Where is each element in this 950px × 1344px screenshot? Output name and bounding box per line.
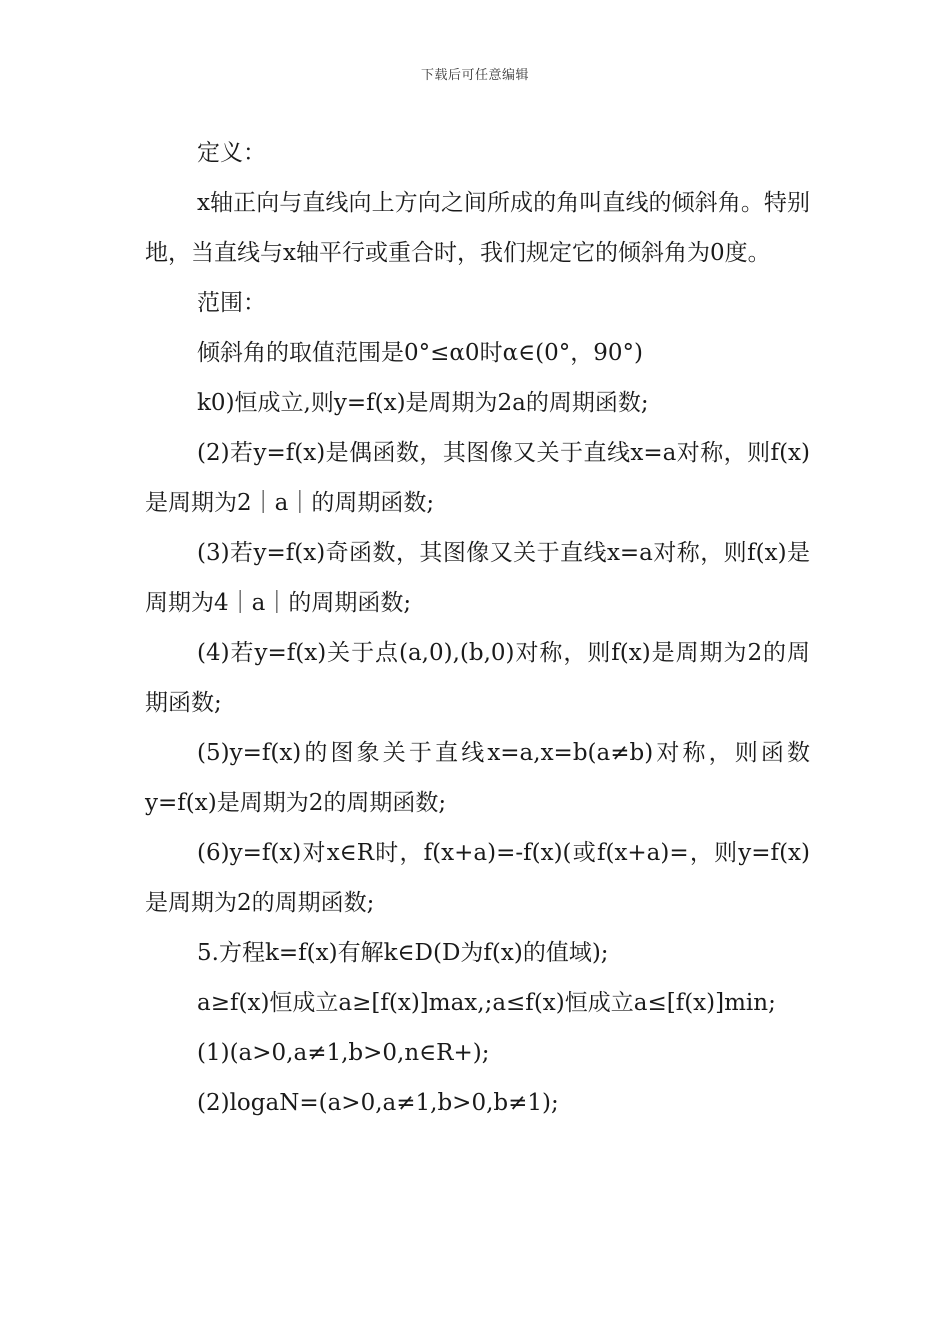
paragraph-periodic-4: (4)若y=f(x)关于点(a,0),(b,0)对称，则f(x)是周期为2的周期函数;: [145, 640, 810, 716]
paragraph-range: 倾斜角的取值范围是0°≤α0时α∈(0°，90°): [197, 340, 643, 366]
paragraph-log-2: (2)logaN=(a>0,a≠1,b>0,b≠1);: [197, 1090, 559, 1116]
paragraph-equation-solution: 5.方程k=f(x)有解k∈D(D为f(x)的值域);: [197, 940, 609, 966]
paragraph-range-heading: 范围：: [197, 290, 266, 316]
document-body: [145, 128, 810, 1128]
paragraph-periodic-1: k0)恒成立,则y=f(x)是周期为2a的周期函数;: [197, 390, 649, 416]
paragraph-periodic-6: (6)y=f(x)对x∈R时，f(x+a)=-f(x)(或f(x+a)=，则y=f(x)是周期为2的周期函数;: [145, 840, 810, 916]
paragraph-definition: x轴正向与直线向上方向之间所成的角叫直线的倾斜角。特别地，当直线与x轴平行或重合时，我们规定它的倾斜角为0度。: [145, 190, 810, 266]
paragraph-periodic-2: (2)若y=f(x)是偶函数，其图像又关于直线x=a对称，则f(x)是周期为2｜a｜的周期函数;: [145, 440, 810, 516]
paragraph-inequality: a≥f(x)恒成立a≥[f(x)]max,;a≤f(x)恒成立a≤[f(x)]min;: [197, 990, 776, 1016]
page-header: 下载后可任意编辑: [420, 68, 529, 83]
paragraph-log-1: (1)(a>0,a≠1,b>0,n∈R+);: [197, 1040, 490, 1066]
paragraph-periodic-5: (5)y=f(x)的图象关于直线x=a,x=b(a≠b)对称，则函数y=f(x)是周期为2的周期函数;: [145, 740, 810, 816]
paragraph-definition-heading: 定义：: [197, 140, 266, 166]
paragraph-periodic-3: (3)若y=f(x)奇函数，其图像又关于直线x=a对称，则f(x)是周期为4｜a｜的周期函数;: [145, 540, 810, 616]
